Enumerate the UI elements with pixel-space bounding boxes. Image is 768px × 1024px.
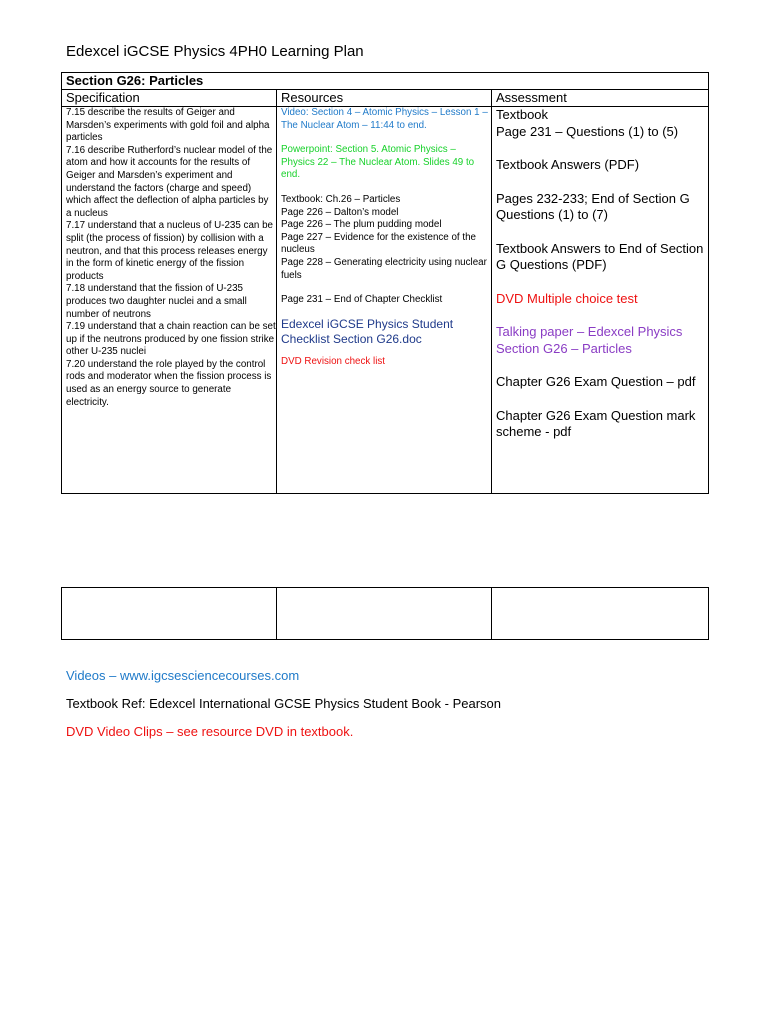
textbook-line: Textbook: Ch.26 – Particles [281,193,401,205]
spec-item: 7.15 describe the results of Geiger and Marsden’s experiments with gold foil and alpha particles [66,107,270,144]
textbook-line: Page 226 – The plum pudding model [281,219,442,231]
empty-table [61,587,709,640]
dvd-revision-link[interactable]: DVD Revision check list [281,355,385,367]
spec-item: 7.18 understand that the fission of U-235 produces two daughter nuclei and a small number of neutrons [66,283,247,320]
checklist-page: Page 231 – End of Chapter Checklist [281,294,443,306]
powerpoint-link[interactable]: Powerpoint: Section 5. Atomic Physics – Physics 22 – The Nuclear Atom. Slides 49 to end. [281,144,475,181]
specification-cell [62,107,277,494]
dvd-clips-note: DVD Video Clips – see resource DVD in textbook. [66,724,354,739]
section-title: Section G26: Particles [62,73,709,90]
assessment-item[interactable]: Chapter G26 Exam Question – pdf [496,374,696,389]
empty-cell [492,588,709,640]
document-title: Edexcel iGCSE Physics 4PH0 Learning Plan [66,43,364,60]
student-checklist-link[interactable]: Edexcel iGCSE Physics Student Checklist Section G26.doc [281,316,454,346]
spec-item: 7.17 understand that a nucleus of U-235 can be split (the process of fission) by collision with a neutron, and that this process releases energy in the form of kinetic energy of the fission products [66,220,273,282]
spec-item: 7.19 understand that a chain reaction can be set up if the neutrons produced by one fission strike other U-235 nuclei [66,321,276,358]
videos-link[interactable]: Videos – www.igcsesciencecourses.com [66,668,300,683]
assessment-item[interactable]: Talking paper – Edexcel Physics Section G26 – Particles [496,324,683,356]
textbook-line: Page 226 – Dalton’s model [281,206,399,218]
column-header-resources: Resources [277,90,492,107]
empty-cell [277,588,492,640]
assessment-item[interactable]: Chapter G26 Exam Question mark scheme - pdf [496,407,696,439]
resources-cell [277,107,492,494]
assessment-item[interactable]: DVD Multiple choice test [496,290,638,306]
video-link[interactable]: Video: Section 4 – Atomic Physics – Lesson 1 – The Nuclear Atom – 11:44 to end. [281,107,488,131]
assessment-item: Pages 232-233; End of Section G Questions (1) to (7) [496,190,690,222]
textbook-reference: Textbook Ref: Edexcel International GCSE Physics Student Book - Pearson [66,696,502,711]
column-header-specification: Specification [62,90,277,107]
textbook-line: Page 227 – Evidence for the existence of the nucleus [281,231,476,256]
spec-item: 7.16 describe Rutherford’s nuclear model of the atom and how it accounts for the results of Geiger and Marsden’s experiment and understand the factors (charge and speed) which affect the deflection of alpha particles by a nucleus [66,144,273,219]
assessment-textbook-label: Textbook [496,107,549,122]
assessment-item: Page 231 – Questions (1) to (5) [496,123,679,139]
learning-plan-table [61,72,709,494]
empty-cell [62,588,277,640]
column-header-assessment: Assessment [492,90,709,107]
assessment-cell [492,107,709,494]
assessment-item[interactable]: Textbook Answers (PDF) [496,157,640,172]
assessment-item[interactable]: Textbook Answers to End of Section G Questions (PDF) [496,240,704,272]
spec-item: 7.20 understand the role played by the control rods and moderator when the fission process is used as an energy source to generate electricity. [66,358,272,408]
textbook-line: Page 228 – Generating electricity using nuclear fuels [281,256,487,281]
